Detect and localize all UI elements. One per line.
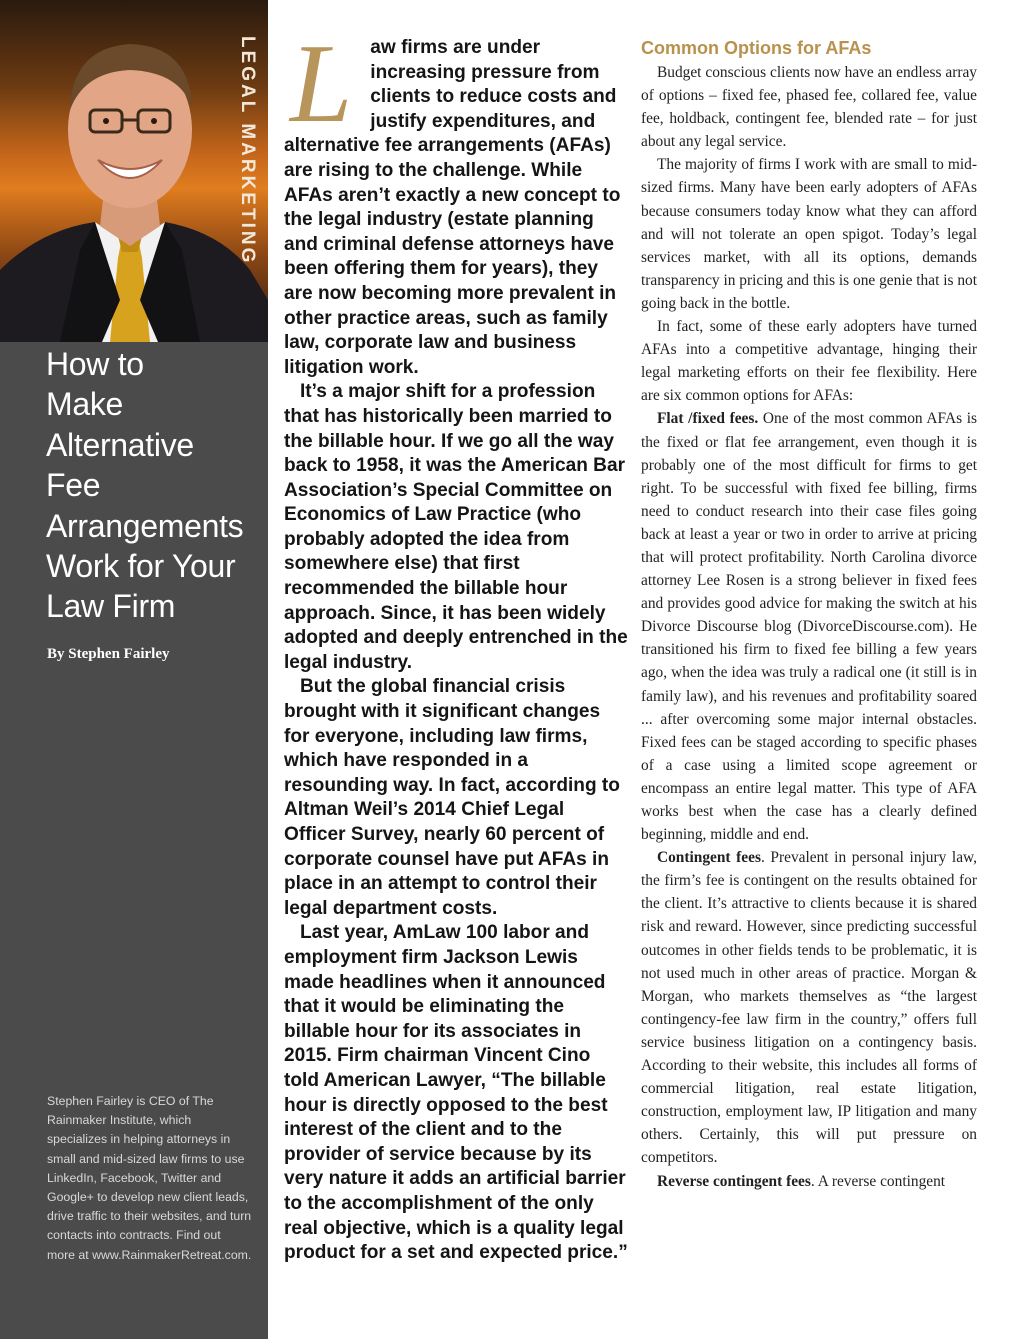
run-in-heading: Contingent fees xyxy=(657,849,761,867)
section-label-text: LEGAL MARKETING xyxy=(237,36,258,266)
paragraph-text: One of the most common AFAs is the fixed or flat fee arrangement, even though it is probably one of the most difficult for firms to get right. To be successful with fixed fee billing, firms need to conduct research into their case files going back at least a year or two in order to arrive at pricing that will protect profitability. North Carolina divorce attorney Lee Rosen is a strong believer in fixed fees and provides good advice for making the switch at his Divorce Discourse blog (DivorceDiscourse.com). He transitioned his firm to fixed fee billing a few years ago, when the idea was truly a radical one (it still is in family law), and his revenues and profitability soared ... after overcoming some major internal obstacles. Fixed fees can be staged according to specific phases of a case using a limited scope agreement or encompass an entire legal matter. This type of AFA works best when the case has a clearly defined beginning, middle and end. xyxy=(641,410,977,844)
sidebar xyxy=(0,0,268,1339)
title-line: Arrangements xyxy=(46,507,244,544)
body-paragraph xyxy=(641,407,977,846)
title-line: How to xyxy=(46,346,144,382)
byline: By Stephen Fairley xyxy=(47,646,170,662)
body-paragraph: In fact, some of these early adopters have turned AFAs into a competitive advantage, hinging their legal marketing efforts on their fee flexibility. Here are six common options for AFAs: xyxy=(641,318,977,405)
article-paragraph: aw firms are under increasing pressure from clients to reduce costs and justify expenditures, and alternative fee arrangements (AFAs) are rising to the challenge. While AFAs aren’t exactly a new concept to the legal industry (estate planning and criminal defense attorneys have been offering them for years), they are now becoming more prevalent in other practice areas, such as family law, corporate law and business litigation work. xyxy=(284,37,621,378)
title-line: Fee xyxy=(46,467,101,504)
title-line: Work for Your xyxy=(46,548,236,585)
article-paragraph: But the global financial crisis brought with it significant changes for everyone, including law firms, which have responded in a resounding way. In fact, according to Altman Weil’s 2014 Chief Legal Officer Survey, nearly 60 percent of corporate counsel have put AFAs in place in an attempt to control their legal department costs. xyxy=(284,676,620,919)
author-bio: Stephen Fairley is CEO of The Rainmaker Institute, which specializes in helping attorneys in small and mid-sized law firms to use LinkedIn, Facebook, Twitter and Google+ to develop new client leads, drive traffic to their websites, and turn contacts into contracts. Find out more at www.RainmakerRetreat.com. xyxy=(47,1094,252,1262)
body-paragraph xyxy=(641,846,977,1169)
run-in-heading: Flat /fixed fees. xyxy=(657,410,759,428)
body-paragraph: Budget conscious clients now have an endless array of options – fixed fee, phased fee, collared fee, value fee, holdback, contingent fee, blended rate – for just about any legal service. xyxy=(641,64,977,151)
article-body-column xyxy=(641,36,977,1193)
body-paragraph: The majority of firms I work with are small to mid-sized firms. Many have been early adopters of AFAs because consumers today know what they can afford and will not tolerate an open spigot. Today’s legal services market, with all its options, demands transparency in pricing and this is one genie that is not going back in the bottle. xyxy=(641,156,977,312)
paragraph-text: . A reverse contingent xyxy=(810,1172,946,1190)
section-label xyxy=(224,36,264,266)
article-paragraph: Last year, AmLaw 100 labor and employment firm Jackson Lewis made headlines when it announced that it would be eliminating the billable hour for its associates in 2015. Firm chairman Vincent Cino told American Lawyer, “The billable hour is directly opposed to the best interest of the client and to the provider of service because by its very nature it adds an artificial barrier to the accomplishment of the only real objective, which is a quality legal product for a set and expected price.” xyxy=(284,922,628,1264)
paragraph-text: . Prevalent in personal injury law, the firm’s fee is contingent on the results obtained for the client. It’s attractive to clients because it is shared risk and reward. However, since predicting successful outcomes in other fields tends to be problematic, it is not used much in other areas of practice. Morgan & Morgan, who markets themselves as “the largest contingency-fee law firm in the country,” offers full service business litigation on a contingency basis. According to their website, this includes all forms of commercial litigation, real estate litigation, construction, employment law, IP litigation and many others. Certainly, this will put pressure on competitors. xyxy=(641,849,977,1167)
article-paragraph: It’s a major shift for a profession that has historically been married to the billable hour. If we go all the way back to 1958, it was the American Bar Association’s Special Committee on Economics of Law Practice (who probably adopted the idea from somewhere else) that first recommended the billable hour approach. Since, it has been widely adopted and deeply entrenched in the legal industry. xyxy=(284,381,628,673)
drop-cap: L xyxy=(290,22,353,146)
title-line: Alternative xyxy=(46,426,194,463)
article-lead-column xyxy=(284,22,630,1266)
body-paragraph xyxy=(641,1170,977,1193)
section-heading: Common Options for AFAs xyxy=(641,38,872,58)
title-line: Make xyxy=(46,386,124,423)
title-line: Law Firm xyxy=(46,588,176,625)
run-in-heading: Reverse contingent fees xyxy=(657,1172,811,1190)
article-title xyxy=(46,344,261,627)
